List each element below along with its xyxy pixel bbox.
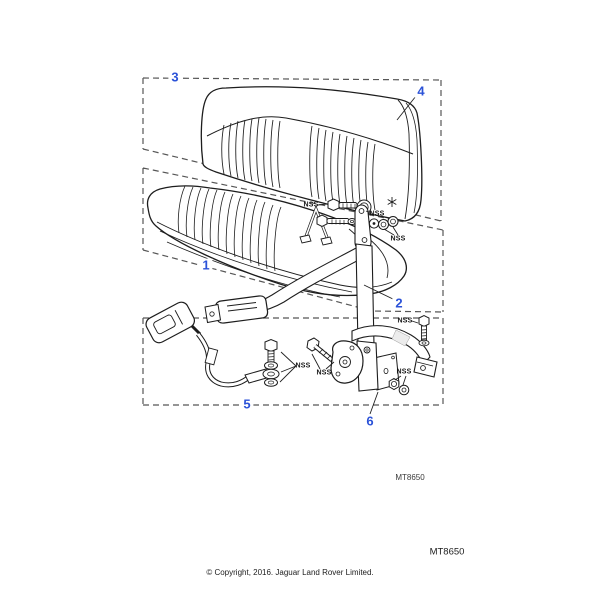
washer-a-dot bbox=[373, 222, 376, 225]
washer-c bbox=[388, 217, 398, 227]
nss-label-diag-bolt: NSS bbox=[316, 369, 332, 377]
nss-label-nut: NSS bbox=[369, 210, 385, 218]
nss-label-stack: NSS bbox=[295, 362, 311, 370]
callout-2[interactable]: 2 bbox=[392, 297, 405, 310]
stack-washer-top bbox=[265, 362, 278, 370]
buckle-kit-illustration bbox=[144, 300, 437, 395]
washer-b bbox=[379, 220, 389, 230]
nss-label-right-bolt: NSS bbox=[397, 317, 413, 325]
callout-3[interactable]: 3 bbox=[168, 71, 181, 84]
leader-nss-6 bbox=[412, 321, 418, 323]
diag-bolt-shank-inner bbox=[315, 346, 332, 360]
callout-6[interactable]: 6 bbox=[363, 415, 376, 428]
bolt-lower bbox=[317, 215, 327, 227]
figure-code-footer: MT8650 bbox=[429, 546, 465, 558]
lower-washer bbox=[399, 385, 409, 395]
callout-5[interactable]: 5 bbox=[240, 398, 253, 411]
callout-4[interactable]: 4 bbox=[414, 85, 427, 98]
nss-label-nut-washer: NSS bbox=[396, 368, 412, 376]
callout-1[interactable]: 1 bbox=[199, 259, 212, 272]
buckle-stem bbox=[192, 326, 200, 334]
nss-label-washers: NSS bbox=[390, 235, 406, 243]
stack-bolt-head bbox=[265, 340, 277, 352]
belt-tongue-tab bbox=[205, 305, 221, 323]
stack-washer-bottom bbox=[265, 379, 278, 387]
figure-code-inline: MT8650 bbox=[395, 473, 425, 482]
right-bolt-head bbox=[419, 316, 429, 327]
nss-label-bolt-upper: NSS bbox=[303, 201, 319, 209]
lower-nut bbox=[389, 379, 399, 390]
bolt-upper bbox=[328, 199, 339, 211]
leader-callout-6 bbox=[370, 392, 378, 414]
leader-nss-4 bbox=[280, 352, 296, 382]
cable-anchor-eye bbox=[263, 369, 279, 379]
buckle-head[interactable] bbox=[144, 300, 197, 345]
copyright-notice: © Copyright, 2016. Jaguar Land Rover Limited. bbox=[206, 568, 374, 577]
right-bolt-washer bbox=[419, 340, 429, 346]
bolt-lower-shank bbox=[327, 219, 349, 224]
bolt-upper-shank bbox=[339, 203, 357, 209]
